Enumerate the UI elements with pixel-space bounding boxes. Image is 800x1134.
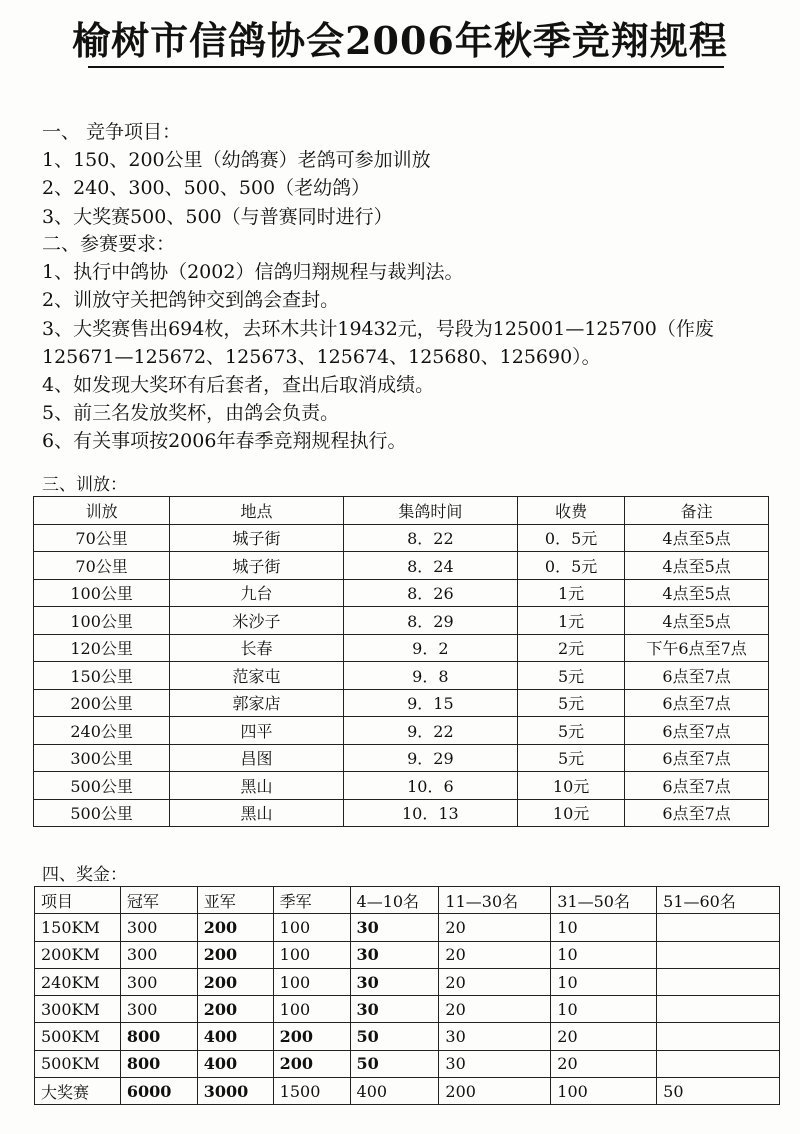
section-prize-heading: 四、奖金： [42,865,127,885]
table-cell [657,996,780,1023]
table-cell: 400 [350,1078,439,1105]
table-cell: 100 [551,1078,657,1105]
list-item: 2、训放守关把鸽钟交到鸽会查封。 [42,289,340,312]
table-cell [657,1023,780,1050]
table-cell: 20 [439,941,551,968]
table-cell: 9．8 [343,662,517,690]
table-cell: 100公里 [34,579,170,607]
table-cell: 150公里 [34,662,170,690]
column-header: 收费 [518,497,625,525]
table-row [34,524,769,552]
table-cell: 200 [273,1023,350,1050]
table-cell: 200 [197,996,273,1023]
table-cell: 10 [551,968,657,995]
table-cell: 昌图 [170,744,344,772]
table-cell: 6000 [120,1078,197,1105]
table-cell: 1元 [518,579,625,607]
table-cell: 50 [350,1050,439,1077]
table-cell: 100 [273,914,350,941]
table-cell [657,968,780,995]
table-cell: 3000 [197,1078,273,1105]
table-cell [657,941,780,968]
table-cell: 20 [439,996,551,1023]
table-cell: 0．5元 [518,524,625,552]
table-cell: 400 [197,1023,273,1050]
list-item: 1、执行中鸽协（2002）信鸽归翔规程与裁判法。 [42,261,464,284]
list-item: 4、如发现大奖环有后套者，查出后取消成绩。 [42,374,435,397]
table-cell: 10 [551,996,657,1023]
table-cell: 5元 [518,717,625,745]
table-cell: 120公里 [34,634,170,662]
table-cell: 30 [439,1050,551,1077]
list-item: 5、前三名发放奖杯，由鸽会负责。 [42,402,340,425]
table-cell: 300 [120,996,197,1023]
column-header: 季军 [273,887,350,914]
table-row [35,1050,780,1077]
table-cell: 长春 [170,634,344,662]
table-cell: 300 [120,941,197,968]
table-row [35,914,780,941]
document-title: 榆树市信鸽协会2006年秋季竞翔规程 [72,18,728,63]
table-row [35,1078,780,1105]
table-cell: 下午6点至7点 [625,634,769,662]
table-row [34,799,769,827]
table-cell: 6点至7点 [625,772,769,800]
table-cell: 70公里 [34,552,170,580]
table-row [35,968,780,995]
table-cell: 70公里 [34,524,170,552]
table-cell: 10．13 [343,799,517,827]
table-cell: 5元 [518,662,625,690]
table-cell: 范家屯 [170,662,344,690]
table-cell: 10元 [518,772,625,800]
table-cell: 黑山 [170,772,344,800]
table-cell: 240KM [35,968,121,995]
list-item: 3、大奖赛售出694枚，去环木共计19432元，号段为125001—125700（作废125671—125672、125673、125674、125680、125690）。 [42,317,714,368]
table-cell: 200 [197,941,273,968]
table-cell: 6点至7点 [625,689,769,717]
column-header: 训放 [34,497,170,525]
table-cell: 240公里 [34,717,170,745]
table-cell: 300KM [35,996,121,1023]
table-cell: 4点至5点 [625,579,769,607]
table-row [34,662,769,690]
table-cell: 8．22 [343,524,517,552]
table-row [34,689,769,717]
table-cell: 30 [439,1023,551,1050]
column-header: 亚军 [197,887,273,914]
table-cell: 200 [197,968,273,995]
table-row [34,772,769,800]
column-header: 冠军 [120,887,197,914]
table-cell: 10元 [518,799,625,827]
table-row [34,552,769,580]
table-cell: 30 [350,968,439,995]
table-cell: 800 [120,1050,197,1077]
table-row [35,941,780,968]
column-header: 51—60名 [657,887,780,914]
table-row [34,607,769,635]
table-cell: 300公里 [34,744,170,772]
section-competition-items [42,118,782,231]
table-cell: 500公里 [34,799,170,827]
table-cell: 200 [439,1078,551,1105]
table-cell: 30 [350,914,439,941]
column-header: 集鸽时间 [343,497,517,525]
section-heading: 一、 竞争项目： [42,121,182,143]
table-cell: 300 [120,968,197,995]
table-cell: 1元 [518,607,625,635]
table-cell: 100 [273,968,350,995]
table-cell: 城子街 [170,524,344,552]
table-cell [657,1050,780,1077]
table-cell: 300 [120,914,197,941]
training-table [33,496,769,827]
table-cell: 20 [439,914,551,941]
table-cell: 150KM [35,914,121,941]
table-cell: 500KM [35,1023,121,1050]
table-row [34,579,769,607]
table-cell: 8．26 [343,579,517,607]
table-cell: 8．29 [343,607,517,635]
table-header-row [34,497,769,525]
table-cell: 10．6 [343,772,517,800]
table-cell: 9．29 [343,744,517,772]
table-cell: 30 [350,941,439,968]
table-row [34,634,769,662]
table-cell: 400 [197,1050,273,1077]
column-header: 地点 [170,497,344,525]
table-cell: 郭家店 [170,689,344,717]
table-cell: 2元 [518,634,625,662]
table-cell: 9．15 [343,689,517,717]
table-cell: 6点至7点 [625,717,769,745]
table-cell: 9．2 [343,634,517,662]
table-cell: 0．5元 [518,552,625,580]
table-cell: 200 [273,1050,350,1077]
table-cell: 大奖赛 [35,1078,121,1105]
table-cell: 30 [350,996,439,1023]
table-cell: 20 [439,968,551,995]
table-cell: 米沙子 [170,607,344,635]
prize-table [34,886,780,1105]
table-cell: 4点至5点 [625,524,769,552]
table-cell: 10 [551,941,657,968]
table-cell: 6点至7点 [625,744,769,772]
table-cell: 6点至7点 [625,662,769,690]
column-header: 4—10名 [350,887,439,914]
table-row [35,1023,780,1050]
table-row [34,744,769,772]
table-row [34,717,769,745]
section-training-heading: 三、训放： [42,475,127,495]
table-cell: 四平 [170,717,344,745]
list-item: 1、150、200公里（幼鸽赛）老鸽可参加训放 [42,149,431,172]
table-cell: 500KM [35,1050,121,1077]
table-cell: 100 [273,996,350,1023]
table-row [35,996,780,1023]
table-cell: 城子街 [170,552,344,580]
table-cell: 20 [551,1023,657,1050]
table-cell: 9．22 [343,717,517,745]
list-item: 3、大奖赛500、500（与普赛同时进行） [42,205,393,228]
table-cell: 8．24 [343,552,517,580]
table-header-row [35,887,780,914]
list-item: 2、240、300、500、500（老幼鸽） [42,177,371,200]
table-cell: 10 [551,914,657,941]
table-cell: 4点至5点 [625,607,769,635]
list-item: 6、有关事项按2006年春季竞翔规程执行。 [42,430,407,453]
column-header: 备注 [625,497,769,525]
table-cell: 200KM [35,941,121,968]
table-cell: 20 [551,1050,657,1077]
table-cell: 100公里 [34,607,170,635]
title-underline [88,66,724,68]
column-header: 11—30名 [439,887,551,914]
column-header: 项目 [35,887,121,914]
table-cell: 50 [350,1023,439,1050]
column-header: 31—50名 [551,887,657,914]
section-heading: 二、参赛要求： [42,233,176,255]
table-cell: 200 [197,914,273,941]
section-requirements [42,230,782,456]
table-cell: 4点至5点 [625,552,769,580]
table-cell [657,914,780,941]
table-cell: 黑山 [170,799,344,827]
table-cell: 50 [657,1078,780,1105]
table-cell: 九台 [170,579,344,607]
table-cell: 5元 [518,689,625,717]
table-cell: 100 [273,941,350,968]
table-cell: 800 [120,1023,197,1050]
table-cell: 200公里 [34,689,170,717]
table-cell: 5元 [518,744,625,772]
table-cell: 1500 [273,1078,350,1105]
table-cell: 500公里 [34,772,170,800]
table-cell: 6点至7点 [625,799,769,827]
